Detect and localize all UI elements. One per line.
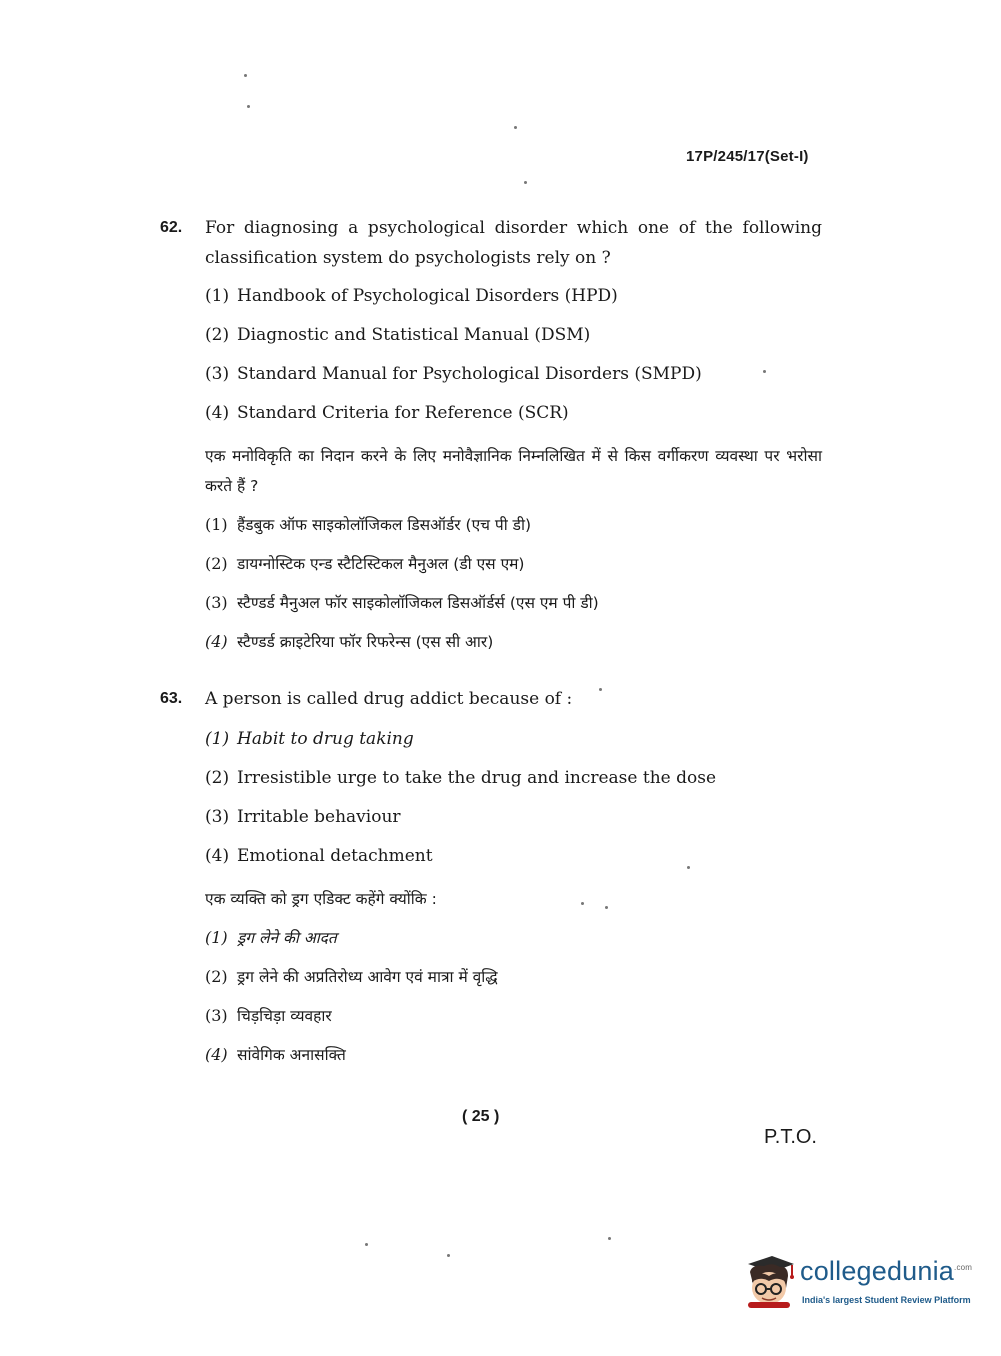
scan-speck [514, 126, 517, 129]
option-en-3: (3) Standard Manual for Psychological Disorders (SMPD) [205, 364, 702, 384]
question-number: 63. [160, 690, 183, 707]
question-text-en: A person is called drug addict because of : [205, 689, 573, 709]
scan-speck [365, 1243, 368, 1246]
scan-speck [581, 902, 584, 905]
scan-speck [687, 866, 690, 869]
option-hi-4: (4) सांवेगिक अनासक्ति [205, 1045, 346, 1064]
scan-speck [763, 370, 766, 373]
scan-speck [599, 688, 602, 691]
option-en-4: (4) Standard Criteria for Reference (SCR) [205, 403, 569, 423]
question-63 [160, 684, 822, 1074]
brand-name: collegedunia$^{.com}$ [800, 1256, 973, 1286]
option-en-2: (2) Diagnostic and Statistical Manual (DSM) [205, 325, 591, 345]
scan-speck [447, 1254, 450, 1257]
option-en-1: (1) Habit to drug taking [205, 729, 414, 749]
question-text-hi: एक मनोविकृति का निदान करने के लिए मनोवैज्ञानिक निम्नलिखित में से किस वर्गीकरण व्यवस्था पर भरोसा करते हैं ? [205, 447, 822, 495]
question-62 [160, 213, 822, 661]
scan-speck [247, 105, 250, 108]
option-hi-2: (2) ड्रग लेने की अप्रतिरोध्य आवेग एवं मात्रा में वृद्धि [205, 967, 498, 986]
pto-label: P.T.O. [764, 1126, 817, 1148]
option-hi-1: (1) हैंडबुक ऑफ साइकोलॉजिकल डिसऑर्डर (एच पी डी) [205, 515, 532, 534]
option-en-3: (3) Irritable behaviour [205, 807, 401, 827]
option-hi-4: (4) स्टैण्डर्ड क्राइटेरिया फॉर रिफरेन्स (एस सी आर) [205, 632, 494, 651]
collegedunia-logo [742, 1250, 972, 1312]
scan-speck [605, 906, 608, 909]
question-text-en: For diagnosing a psychological disorder which one of the following classification system do psychologists rely on ? [205, 218, 822, 268]
question-number: 62. [160, 219, 183, 236]
option-en-4: (4) Emotional detachment [205, 846, 433, 866]
option-hi-1: (1) ड्रग लेने की आदत [205, 928, 337, 947]
option-hi-3: (3) स्टैण्डर्ड मैनुअल फॉर साइकोलॉजिकल डिसऑर्डर्स (एस एम पी डी) [205, 593, 599, 612]
scan-speck [244, 74, 247, 77]
brand-tagline: India's largest Student Review Platform [802, 1295, 971, 1305]
option-hi-3: (3) चिड़चिड़ा व्यवहार [205, 1006, 332, 1025]
scan-speck [524, 181, 527, 184]
scan-speck [608, 1237, 611, 1240]
question-text-hi: एक व्यक्ति को ड्रग एडिक्ट कहेंगे क्योंकि : [205, 890, 437, 908]
paper-code: 17P/245/17(Set-I) [686, 148, 809, 165]
option-hi-2: (2) डायग्नोस्टिक एन्ड स्टैटिस्टिकल मैनुअल (डी एस एम) [205, 554, 525, 573]
option-en-1: (1) Handbook of Psychological Disorders (HPD) [205, 286, 618, 306]
page-number: ( 25 ) [462, 1108, 500, 1125]
student-mascot-icon [742, 1250, 798, 1308]
option-en-2: (2) Irresistible urge to take the drug and increase the dose [205, 768, 717, 788]
